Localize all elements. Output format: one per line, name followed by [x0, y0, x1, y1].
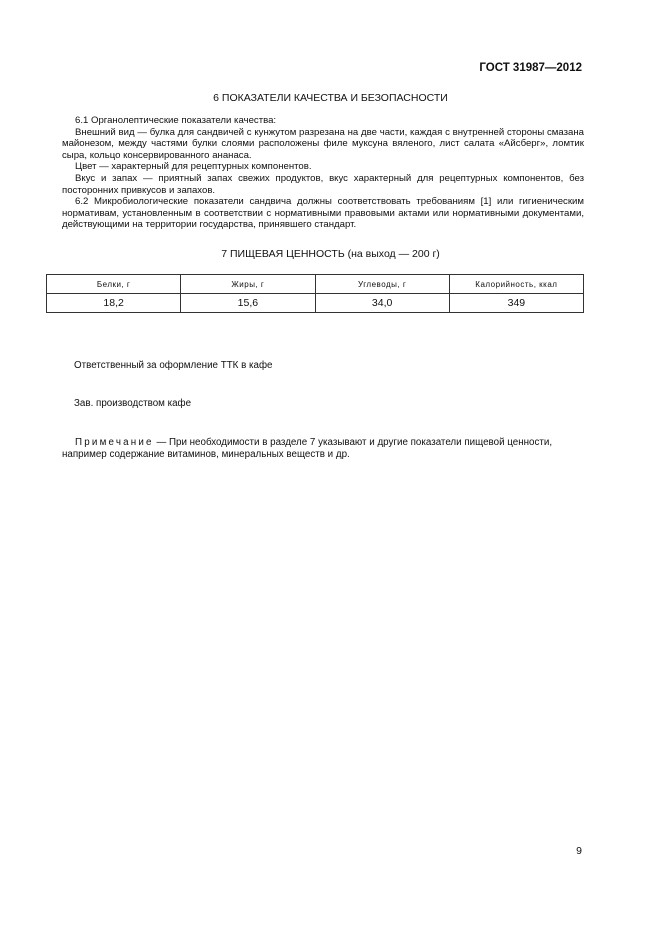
note-label: Примечание: [75, 437, 154, 448]
responsible-signature-line: Ответственный за оформление ТТК в кафе: [74, 360, 273, 371]
section-6-title: 6 ПОКАЗАТЕЛИ КАЧЕСТВА И БЕЗОПАСНОСТИ: [213, 92, 448, 104]
column-header-fat: Жиры, г: [181, 275, 315, 294]
column-header-calories: Калорийность, ккал: [449, 275, 583, 294]
column-header-protein: Белки, г: [47, 275, 181, 294]
section-6-body: [62, 115, 584, 231]
paragraph-taste: Вкус и запах — приятный запах свежих продуктов, вкус характерный для рецептурных компонентов, без посторонних привкусов и запахов.: [62, 172, 584, 196]
paragraph-appearance: Внешний вид — булка для сандвичей с кунжутом разрезана на две части, каждая с внутренней стороны смазана майонезом, между частями булки слоями расположены филе муксуна вяленого, лист салата «Айсберг», ломтик сыра, кольцо консервированного ананаса.: [62, 126, 584, 161]
page-number: 9: [576, 845, 582, 857]
cell-calories: 349: [449, 294, 583, 313]
note: [62, 437, 584, 461]
cell-protein: 18,2: [47, 294, 181, 313]
paragraph-6-1: 6.1 Органолептические показатели качества:: [75, 115, 277, 126]
document-code: ГОСТ 31987—2012: [479, 62, 582, 74]
table-header-row: [47, 275, 584, 294]
paragraph-color: Цвет — характерный для рецептурных компонентов.: [75, 161, 312, 173]
section-7-title: 7 ПИЩЕВАЯ ЦЕННОСТЬ (на выход — 200 г): [221, 248, 440, 260]
cell-fat: 15,6: [181, 294, 315, 313]
note-text: — При необходимости в разделе 7 указывают и другие показатели пищевой ценности, например содержание витаминов, минеральных веществ и др.: [62, 437, 553, 460]
head-signature-line: Зав. производством кафе: [74, 398, 192, 409]
cell-carbs: 34,0: [315, 294, 449, 313]
table-row: [47, 294, 584, 313]
nutrition-table: [46, 274, 584, 313]
column-header-carbs: Углеводы, г: [315, 275, 449, 294]
paragraph-6-2: 6.2 Микробиологические показатели сандвича должны соответствовать требованиям [1] или гигиеническим нормативам, установленным в соответствии с нормативными правовыми актами или нормативными документами, действующими на территории государства, принявшего стандарт.: [62, 196, 584, 231]
